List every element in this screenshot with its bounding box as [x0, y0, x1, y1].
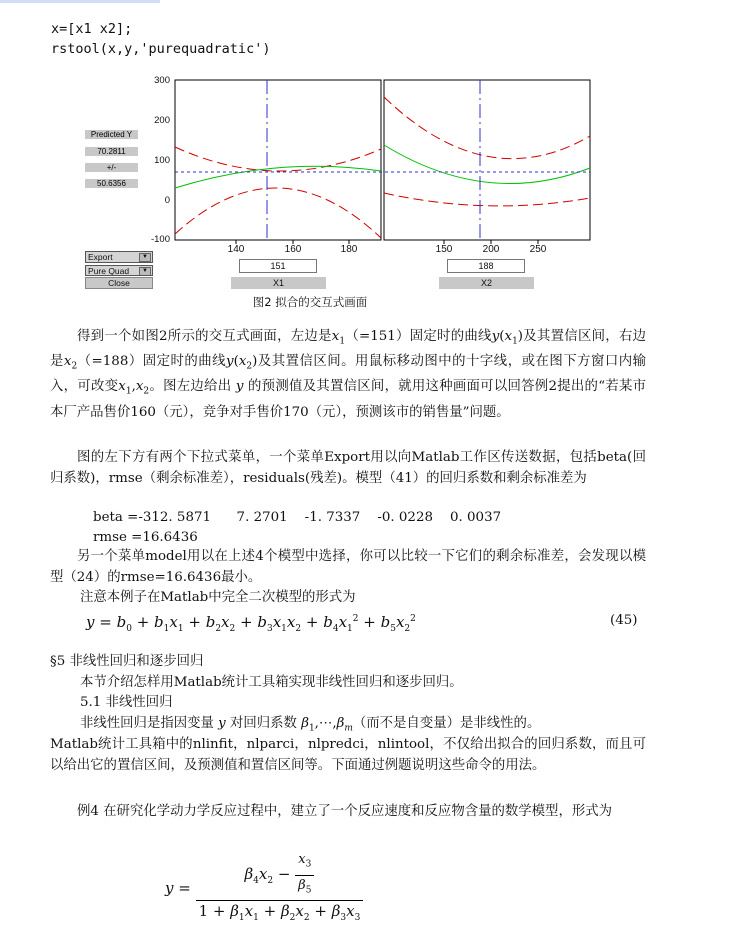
x2-name-label: X2 [439, 277, 534, 289]
equation-number-45: (45) [610, 613, 638, 628]
x1-value-field[interactable]: 151 [239, 259, 317, 273]
right-x-tick-200: 200 [482, 244, 500, 255]
chevron-down-icon: ▼ [139, 253, 151, 262]
y-tick-300: 300 [154, 75, 170, 86]
paragraph-4: 注意本例子在Matlab中完全二次模型的形式为 [80, 590, 356, 605]
code-line-2: rstool(x,y,'purequadratic') [51, 41, 271, 57]
y-tick-200: 200 [154, 115, 170, 126]
equation-example-4: y = $\beta_4x_2$ − $\frac{x_3}{\beta_5}$ $1 + \beta_1x_1 + \beta_2x_2 + \beta_3x_3$ [165, 850, 363, 928]
paragraph-3: 另一个菜单model用以在上述4个模型中选择，你可以比较一下它们的剩余标准差，会发现以模型（24）的rmse=16.6436最小。 [50, 549, 646, 585]
predicted-y-label: Predicted Y [85, 130, 138, 139]
left-axes [175, 80, 381, 240]
export-menu-label: Export [88, 252, 113, 262]
paragraph-8: 例4 在研究化学动力学反应过程中，建立了一个反应速度和反应物含量的数学模型，形式为 [77, 804, 613, 819]
paragraph-2: 图的左下方有两个下拉式菜单，一个菜单Export用以向Matlab工作区传送数据，包括beta(回归系数)，rmse（剩余标准差），residuals(残差)。模型（41）的回归系数和剩余标准差为 [50, 450, 646, 486]
left-x-tick-140: 140 [227, 244, 245, 255]
y-tick-0: 0 [164, 195, 170, 206]
right-x-tick-150: 150 [435, 244, 453, 255]
subsection-5-1-heading: 5.1 非线性回归 [80, 695, 173, 710]
x2-value-field[interactable]: 188 [447, 259, 525, 273]
chevron-down-icon: ▼ [139, 267, 151, 276]
rstool-figure [0, 70, 746, 310]
plusminus-label: +/- [85, 163, 138, 172]
paragraph-5: 本节介绍怎样用Matlab统计工具箱实现非线性回归和逐步回归。 [80, 675, 463, 690]
paragraph-7: Matlab统计工具箱中的nlinfit，nlparci，nlpredci，nlintool，不仅给出拟合的回归系数，而且可以给出它的置信区间，及预测值和置信区间等。下面通过例题说明这些命令的用法。 [50, 737, 646, 773]
rmse-line: rmse =16.6436 [93, 530, 198, 545]
x1-name-label: X1 [231, 277, 326, 289]
y-tick-neg100: -100 [150, 234, 170, 245]
right-x-tick-250: 250 [529, 244, 547, 255]
export-menu[interactable] [85, 251, 153, 263]
model-menu[interactable] [85, 265, 153, 276]
beta-line: beta =-312. 5871 7. 2701 -1. 7337 -0. 0228 0. 0037 [93, 510, 502, 525]
model-menu-label: Pure Quad [88, 266, 130, 276]
left-x-tick-160: 160 [284, 244, 302, 255]
equation-45: $y = b_0 + b_1x_1 + b_2x_2 + b_3x_1x_2 + b_4x_1^2 + b_5x_2^2$ [86, 613, 416, 634]
code-line-1: x=[x1 x2]; [51, 21, 133, 37]
left-x-tick-180: 180 [340, 244, 358, 255]
interval-value: 50.6356 [85, 179, 138, 188]
paragraph-1: 得到一个如图2所示的交互式画面，左边是$x_1(=151)$固定时的曲线$y(x_1)$及其置信区间，右边是$x_2(=188)$固定时的曲线$y(x_2)$及其置信区间。用鼠标移动图中的十字线，或在图下方窗口内输入，可改变$x_1,x_2$。图左边给出 y 的预测值及其置信区间，就用这种画面可以回答例2提出的“若某市本厂产品售价160（元），竞争对手售价170（元），预测该市的销售量”问题。 [50, 329, 647, 420]
right-axes [384, 80, 590, 240]
figure-caption: 图2 拟合的交互式画面 [252, 295, 368, 309]
top-accent-line [0, 0, 160, 3]
y-tick-100: 100 [154, 155, 170, 166]
section-5-heading: §5 非线性回归和逐步回归 [50, 654, 204, 669]
paragraph-6: 非线性回归是指因变量 y 对回归系数 $\beta_1,\cdots,\beta_m$（而不是自变量）是非线性的。 [80, 716, 541, 734]
predicted-y-value: 70.2811 [85, 147, 138, 156]
close-button[interactable]: Close [85, 277, 153, 289]
